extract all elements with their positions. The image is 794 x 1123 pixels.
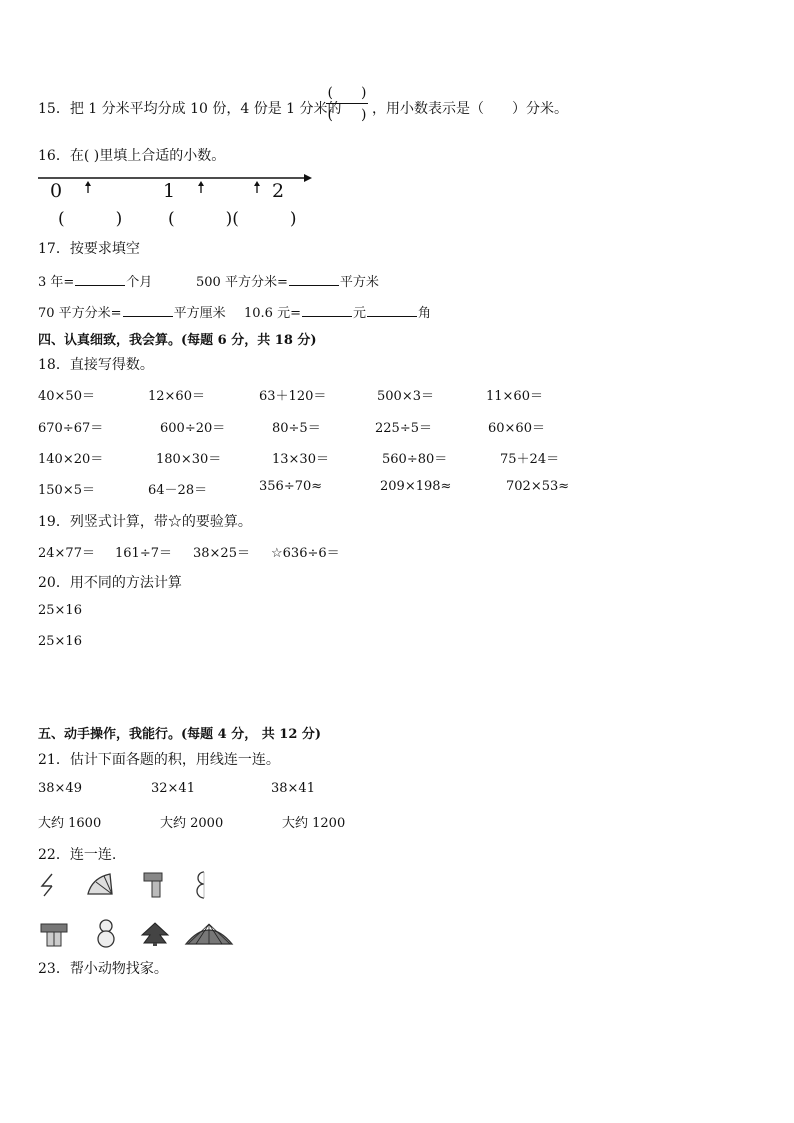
answer-blank (302, 304, 352, 317)
section-4-heading: 四、认真细致，我会算。(每题 6 分，共 18 分) (38, 333, 317, 348)
q18-expression: 13×30＝ (272, 452, 329, 467)
q18-expression: 11×60＝ (486, 389, 543, 404)
q17-item-a (38, 271, 152, 290)
q15-fraction-denominator: ( ) (327, 107, 367, 123)
q17-item-c (38, 302, 226, 321)
q18-expression: 500×3＝ (377, 389, 434, 404)
q18-expression: 150×5＝ (38, 483, 95, 498)
half-house-icon (142, 871, 164, 899)
q18-expression: 225÷5＝ (375, 421, 432, 436)
q17-b-suffix: 平方米 (339, 275, 379, 290)
q17-title: 17．按要求填空 (38, 241, 140, 257)
q15-line (38, 98, 342, 118)
q15-fraction (324, 84, 370, 124)
q17-a-suffix: 个月 (126, 275, 153, 290)
q22-title: 22．连一连. (38, 847, 117, 863)
section-5-heading: 五、动手操作，我能行。(每题 4 分， 共 12 分) (38, 727, 322, 742)
q18-expression: 75＋24＝ (500, 452, 560, 467)
q18-expression: 560÷80＝ (382, 452, 448, 467)
q19-item-3: 38×25＝ (193, 546, 250, 561)
q19-item-1: 24×77＝ (38, 546, 95, 561)
q18-expression: 702×53≈ (506, 479, 570, 494)
q15-text-b: ，用小数表示是（ ）分米。 (372, 101, 568, 117)
q18-expression: 80÷5＝ (272, 421, 321, 436)
q19-item-2: 161÷7＝ (115, 546, 172, 561)
tree-icon (140, 921, 170, 947)
q17-d-middle: 元 (352, 306, 366, 321)
half-umbrella-icon (38, 872, 60, 898)
q18-expression: 600÷20＝ (160, 421, 226, 436)
q19-title: 19．列竖式计算，带☆的要验算。 (38, 514, 252, 530)
answer-blank (75, 273, 125, 286)
q17-c-suffix: 平方厘米 (173, 306, 226, 321)
q18-expression: 40×50＝ (38, 389, 95, 404)
answer-blank (367, 304, 417, 317)
q20-title: 20．用不同的方法计算 (38, 575, 182, 591)
q18-expression: 670÷67＝ (38, 421, 104, 436)
q23-title: 23．帮小动物找家。 (38, 961, 168, 977)
q21-estimate-3: 大约 1200 (282, 816, 346, 831)
house-icon (40, 922, 68, 948)
q17-c-prefix: 70 平方分米= (38, 306, 122, 321)
q21-estimate-2: 大约 2000 (160, 816, 224, 831)
q17-item-b (196, 271, 379, 290)
number-line-label-0: 0 (50, 180, 63, 202)
q17-d-prefix: 10.6 元= (244, 306, 301, 321)
answer-blank (289, 273, 339, 286)
q20-line-2: 25×16 (38, 634, 82, 649)
q18-title: 18．直接写得数。 (38, 357, 154, 373)
q18-expression: 64－28＝ (148, 483, 208, 498)
half-snowman-icon (196, 870, 210, 900)
q18-expression: 356÷70≈ (259, 479, 323, 494)
q15-fraction-numerator: ( ) (327, 85, 367, 101)
q18-expression: 140×20＝ (38, 452, 104, 467)
q19-item-4: ☆636÷6＝ (271, 546, 340, 561)
q21-product-2: 32×41 (151, 781, 195, 796)
q16-answer-paren-1: ( ) (58, 209, 123, 229)
q18-expression: 180×30＝ (156, 452, 222, 467)
q18-expression: 60×60＝ (488, 421, 545, 436)
answer-blank (123, 304, 173, 317)
q18-expression: 12×60＝ (148, 389, 205, 404)
q16-answer-paren-2: ( )( ) (168, 209, 297, 229)
q17-b-prefix: 500 平方分米= (196, 275, 288, 290)
number-line-label-1: 1 (163, 180, 176, 202)
q17-a-prefix: 3 年= (38, 275, 75, 290)
q21-product-3: 38×41 (271, 781, 315, 796)
q15-text-a: 15．把 1 分米平均分成 10 份，4 份是 1 分米的 (38, 101, 342, 117)
snowman-icon (94, 918, 118, 948)
q20-line-1: 25×16 (38, 603, 82, 618)
half-fan-icon (86, 872, 114, 896)
q21-product-1: 38×49 (38, 781, 82, 796)
q17-d-suffix: 角 (418, 306, 432, 321)
q18-expression: 63＋120＝ (259, 389, 327, 404)
q16-title: 16．在( )里填上合适的小数。 (38, 148, 226, 164)
q21-estimate-1: 大约 1600 (38, 816, 102, 831)
number-line-label-2: 2 (272, 180, 285, 202)
q18-expression: 209×198≈ (380, 479, 452, 494)
q17-item-d (244, 302, 431, 321)
q21-title: 21．估计下面各题的积，用线连一连。 (38, 752, 280, 768)
umbrella-icon (184, 922, 234, 946)
